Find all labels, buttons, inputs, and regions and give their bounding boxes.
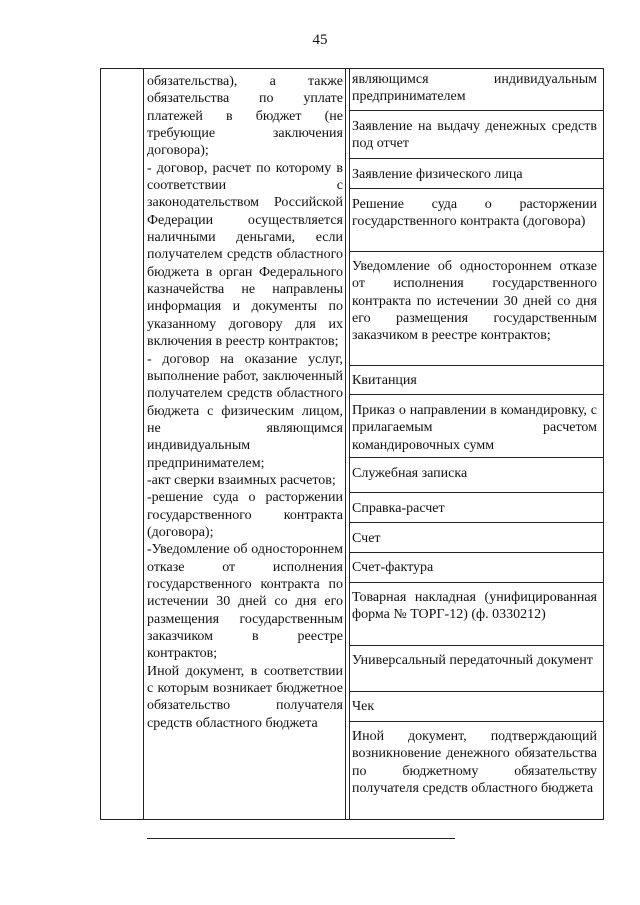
left-paragraph: -решение суда о расторжении государственного контракта (договора); — [147, 490, 343, 540]
row-divider — [349, 251, 603, 252]
left-paragraph: -акт сверки взаимных расчетов; — [147, 472, 336, 488]
row-divider — [349, 721, 603, 722]
document-cell: Решение суда о расторжении государственного контракта (договора) — [352, 197, 597, 230]
left-paragraph: - договор на оказание услуг, выполнение работ, заключенный получателем средств областного бюджета с физическим лицом, не являющимся индивидуальным предпринимателем; — [147, 351, 343, 471]
row-divider — [349, 110, 603, 111]
left-paragraph: Иной документ, в соответствии с которым возникает бюджетное обязательство получателя средств областного бюджета — [147, 663, 343, 731]
row-divider — [349, 522, 603, 523]
document-cell: Уведомление об одностороннем отказе от исполнения государственного контракта по истечении 30 дней со дня его размещения государственным заказчиком в реестре контрактов; — [352, 259, 597, 344]
row-divider — [349, 158, 603, 159]
row-divider — [349, 582, 603, 583]
document-cell: являющимся индивидуальным предпринимателем — [352, 72, 597, 105]
document-cell: Чек — [352, 699, 375, 714]
document-cell: Заявление на выдачу денежных средств под отчет — [352, 119, 597, 152]
row-divider — [349, 492, 603, 493]
left-column-text — [147, 73, 343, 732]
document-cell: Иной документ, подтверждающий возникновение денежного обязательства по бюджетному обязательству получателя средств областного бюджета — [352, 729, 597, 797]
footer-rule — [147, 838, 455, 839]
document-cell: Заявление физического лица — [352, 167, 523, 182]
row-divider — [349, 365, 603, 366]
column-divider — [345, 69, 346, 819]
document-cell: Справка-расчет — [352, 501, 445, 516]
left-paragraph: - договор, расчет по которому в соответствии с законодательством Российской Федерации осуществляется наличными деньгами, если получателем средств областного бюджета в орган Федерального казначейства не направлены информация и документы по указанному договору для их включения в реестр контрактов; — [147, 160, 343, 350]
row-divider — [349, 645, 603, 646]
left-paragraph: обязательства), а также обязательства по уплате платежей в бюджет (не требующие заключения договора); — [147, 74, 343, 159]
document-cell: Приказ о направлении в командировку, с прилагаемым расчетом командировочных сумм — [352, 403, 597, 453]
row-divider — [349, 394, 603, 395]
document-cell: Товарная накладная (унифицированная форма № ТОРГ-12) (ф. 0330212) — [352, 590, 597, 623]
document-table — [100, 68, 604, 820]
document-cell: Служебная записка — [352, 466, 468, 481]
row-divider — [349, 691, 603, 692]
page-number: 45 — [312, 32, 328, 48]
row-divider — [349, 552, 603, 553]
document-cell: Счет-фактура — [352, 560, 434, 575]
column-divider — [143, 69, 144, 819]
left-paragraph: -Уведомление об одностороннем отказе от исполнения государственного контракта по истечении 30 дней со дня его размещения государственным заказчиком в реестре контрактов; — [147, 542, 343, 662]
document-cell: Квитанция — [352, 373, 417, 388]
document-cell: Счет — [352, 531, 381, 546]
row-divider — [349, 188, 603, 189]
document-cell: Универсальный передаточный документ — [352, 653, 593, 668]
row-divider — [349, 457, 603, 458]
